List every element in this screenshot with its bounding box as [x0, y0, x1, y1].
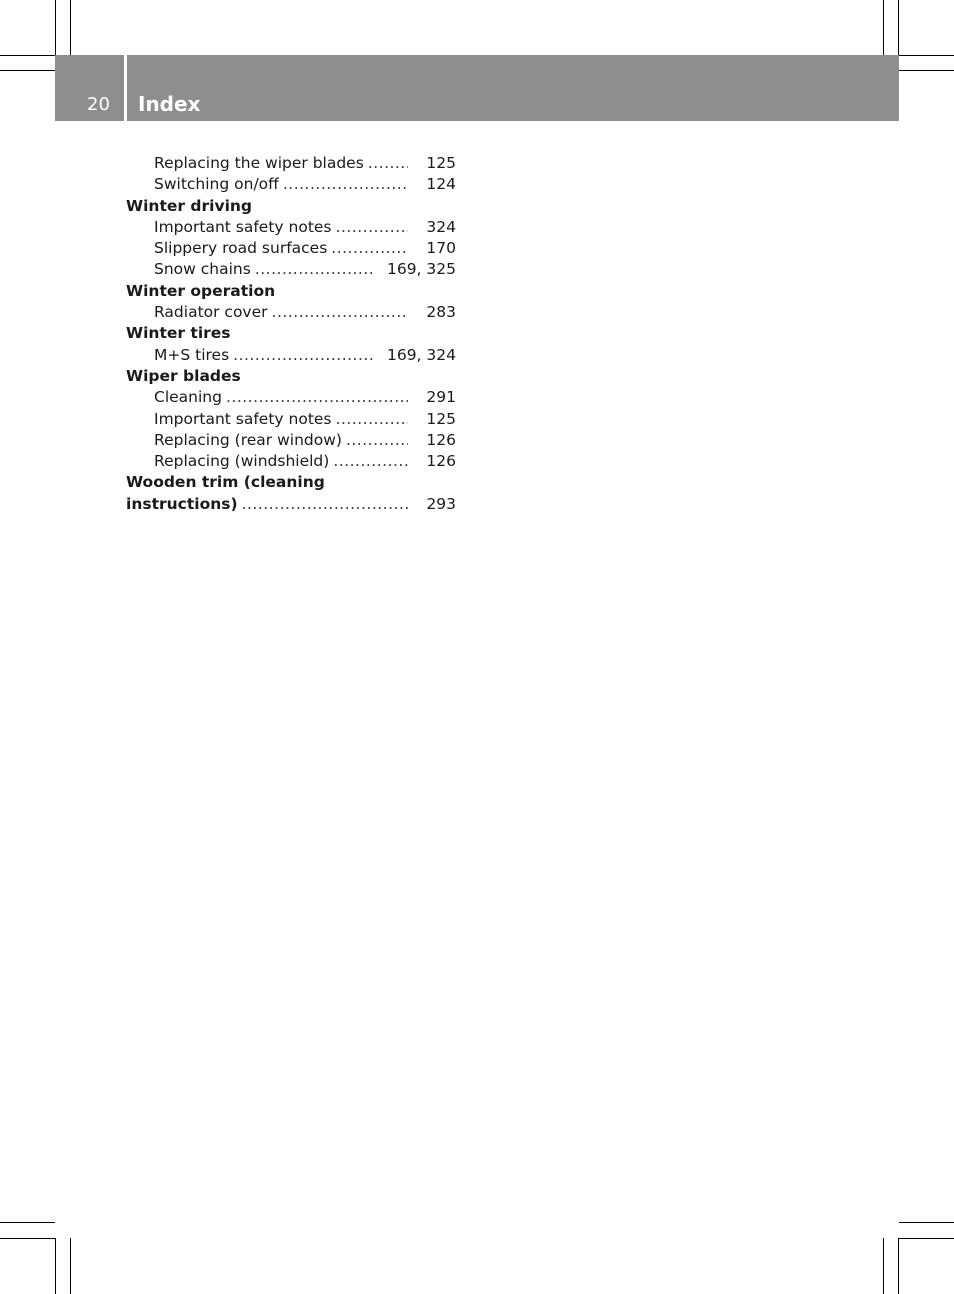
index-entry: [126, 387, 456, 408]
index-entry-label: Snow chains: [154, 260, 251, 279]
index-heading: [126, 472, 456, 493]
index-entry-label: Replacing (windshield): [154, 452, 330, 471]
dot-leader: [333, 451, 408, 472]
index-entry-label: Cleaning: [154, 388, 222, 407]
index-entry-pages: 170: [426, 239, 456, 258]
index-entry-label: Replacing (rear window): [154, 430, 342, 449]
dot-leader: [331, 238, 408, 259]
index-entry-label: Important safety notes: [154, 217, 332, 236]
crop-mark: [55, 0, 56, 55]
index-heading-label: Winter driving: [126, 196, 253, 215]
dot-leader: [226, 387, 408, 408]
index-entry: [126, 451, 456, 472]
index-heading: [126, 323, 456, 344]
dot-leader: [255, 259, 375, 280]
index-heading-label: Wooden trim (cleaning: [126, 473, 325, 492]
index-entry-label: Important safety notes: [154, 409, 332, 428]
index-entry: [126, 174, 456, 195]
dot-leader: [242, 494, 408, 515]
index-entry: [126, 409, 456, 430]
crop-mark: [0, 1222, 55, 1223]
index-list: [126, 153, 456, 515]
crop-mark: [898, 0, 899, 55]
index-entry-label: Replacing the wiper blades: [154, 154, 364, 172]
index-entry: [126, 153, 456, 174]
dot-leader: [272, 302, 408, 323]
index-entry-pages: 124: [426, 175, 456, 194]
crop-mark: [70, 0, 71, 55]
dot-leader: [336, 217, 408, 238]
index-heading: [126, 366, 456, 387]
index-entry-pages: 283: [426, 303, 456, 322]
index-entry: [126, 345, 456, 366]
crop-mark: [55, 1238, 56, 1294]
crop-mark: [883, 0, 884, 55]
index-entry: [126, 494, 456, 515]
page-number: 20: [87, 94, 110, 115]
crop-mark: [0, 1238, 55, 1239]
crop-mark: [898, 1238, 899, 1294]
index-entry-pages: 125: [426, 409, 456, 428]
index-entry-pages: 293: [426, 494, 456, 513]
index-heading-label: Wiper blades: [126, 366, 241, 385]
index-entry-pages: 291: [426, 388, 456, 407]
header-title-bar: [127, 55, 899, 121]
crop-mark: [899, 55, 954, 56]
page-title: Index: [138, 92, 201, 116]
crop-mark: [0, 55, 55, 56]
index-entry-pages: 126: [426, 452, 456, 471]
index-entry-label: Radiator cover: [154, 303, 268, 322]
crop-mark: [899, 1222, 954, 1223]
index-entry: [126, 430, 456, 451]
index-entry: [126, 259, 456, 280]
index-entry: [126, 302, 456, 323]
index-heading: [126, 196, 456, 217]
index-entry-pages: 169, 324: [386, 345, 456, 364]
dot-leader: [336, 409, 408, 430]
index-entry-label: Switching on/off: [154, 175, 279, 194]
index-heading-label: Winter operation: [126, 281, 276, 300]
dot-leader: [346, 430, 408, 451]
dot-leader: [368, 153, 408, 174]
crop-mark: [883, 1238, 884, 1294]
crop-mark: [70, 1238, 71, 1294]
crop-mark: [899, 70, 954, 71]
index-entry-pages: 324: [426, 217, 456, 236]
index-entry-pages: 125: [426, 154, 456, 172]
dot-leader: [283, 174, 408, 195]
index-entry-pages: 169, 325: [386, 260, 456, 279]
index-entry-label: M+S tires: [154, 345, 230, 364]
index-heading: [126, 281, 456, 302]
index-entry: [126, 217, 456, 238]
index-entry-pages: 126: [426, 430, 456, 449]
index-entry: [126, 238, 456, 259]
crop-mark: [899, 1238, 954, 1239]
dot-leader: [233, 345, 375, 366]
index-entry-label: Slippery road surfaces: [154, 239, 328, 258]
index-heading-label: Winter tires: [126, 324, 231, 343]
crop-mark: [0, 70, 55, 71]
index-entry-label: instructions): [126, 494, 238, 513]
